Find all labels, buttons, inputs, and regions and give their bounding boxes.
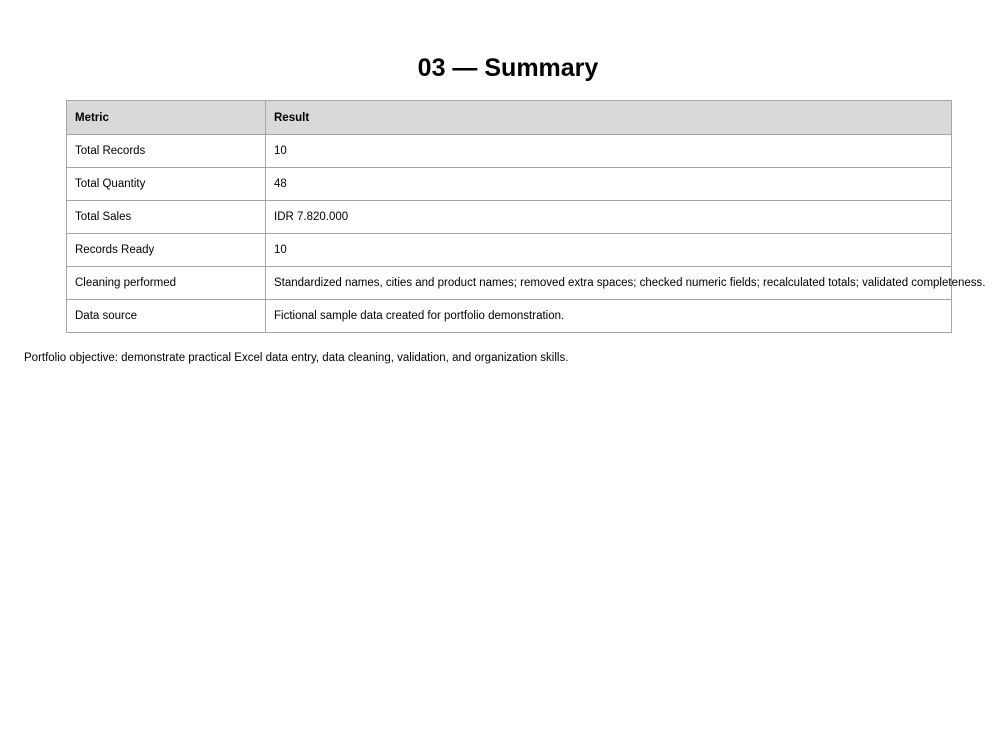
table-header-row	[67, 101, 952, 135]
table-row	[67, 234, 952, 267]
metric-cell: Total Records	[67, 135, 266, 168]
metric-cell: Total Quantity	[67, 168, 266, 201]
metric-cell: Records Ready	[67, 234, 266, 267]
result-cell: IDR 7.820.000	[266, 201, 952, 234]
table-row	[67, 168, 952, 201]
result-cell: Standardized names, cities and product names; removed extra spaces; checked numeric fields; recalculated totals; validated completeness.	[266, 267, 952, 300]
result-cell: 48	[266, 168, 952, 201]
portfolio-objective-note: Portfolio objective: demonstrate practical Excel data entry, data cleaning, validation, and organization skills.	[24, 352, 569, 364]
table-row	[67, 300, 952, 333]
result-cell: Fictional sample data created for portfolio demonstration.	[266, 300, 952, 333]
table-row	[67, 267, 952, 300]
result-cell: 10	[266, 135, 952, 168]
metric-cell: Total Sales	[67, 201, 266, 234]
table-row	[67, 201, 952, 234]
summary-table	[66, 100, 986, 333]
page-title: 03 — Summary	[417, 54, 599, 82]
column-header-metric: Metric	[67, 101, 266, 135]
column-header-result: Result	[266, 101, 952, 135]
metric-cell: Data source	[67, 300, 266, 333]
result-cell: 10	[266, 234, 952, 267]
table-row	[67, 135, 952, 168]
metric-cell: Cleaning performed	[67, 267, 266, 300]
